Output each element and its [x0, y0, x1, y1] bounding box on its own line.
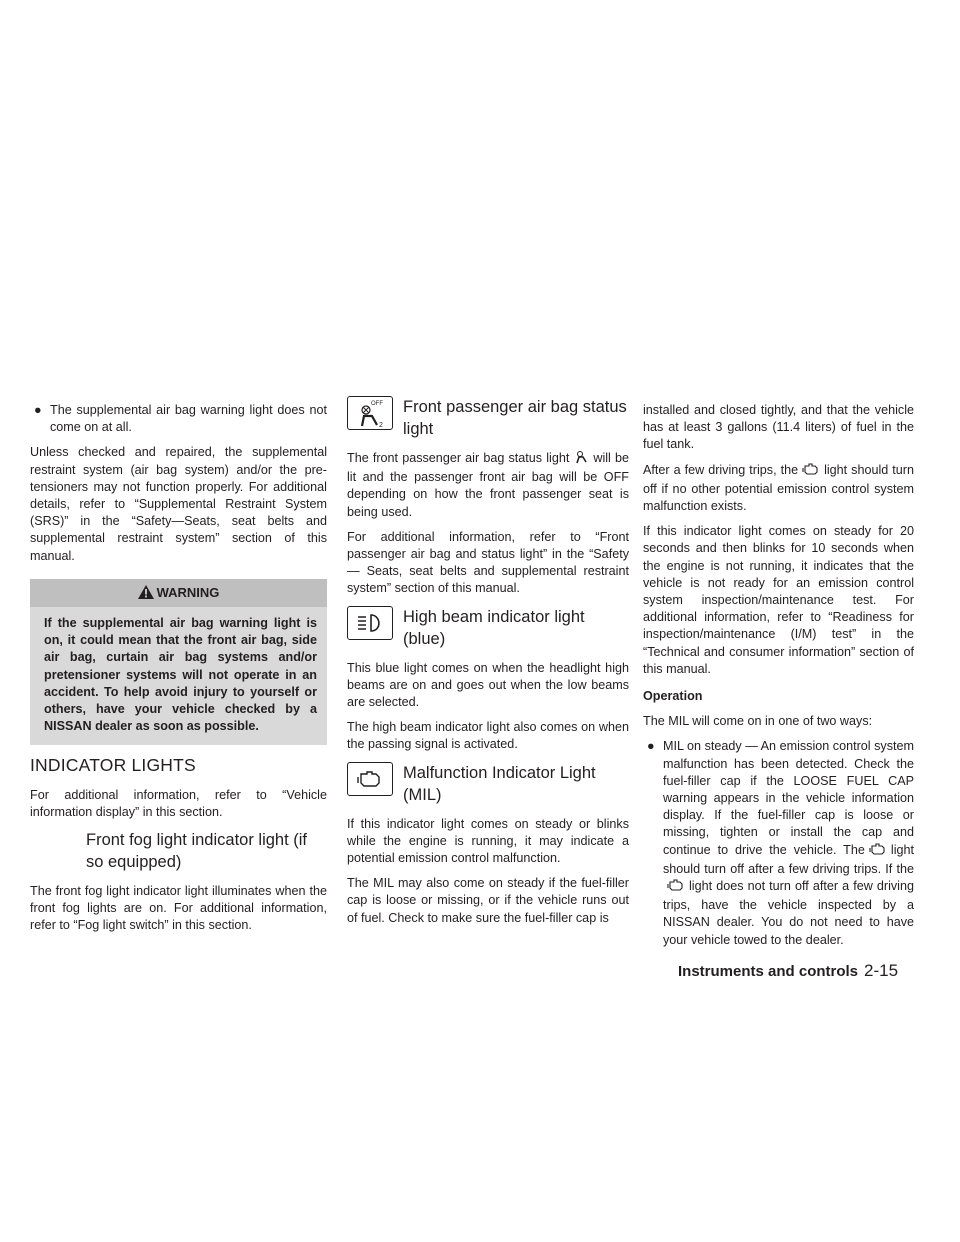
operation-bullet-a: MIL on steady — An emission control system malfunction has been detected. Check the fuel-filler cap if the LOOSE FUEL CAP warning appears in the vehicle information display. If the fuel-filler cap is loose or missing, tighten or install the cap and continue to drive the vehicle. The	[663, 739, 914, 857]
high-beam-heading	[347, 606, 629, 650]
mil-text-2: The MIL may also come on steady if the fuel-filler cap is loose or missing, or if the vehicle runs out of fuel. Check to make sure the fuel-filler cap is	[347, 876, 629, 925]
passenger-airbag-more: For additional information, refer to “Front passenger air bag and status light” in the “Safety — Seats, seat belts and supplemental restraint system” section of this manual.	[347, 529, 629, 596]
page-number: 2-15	[864, 961, 899, 980]
engine-check-icon	[347, 762, 393, 796]
column-left	[30, 402, 327, 943]
operation-title: Operation	[643, 689, 703, 704]
passenger-airbag-inline-icon	[572, 450, 590, 469]
passenger-airbag-status-icon	[347, 396, 393, 430]
page-footer	[678, 961, 898, 981]
fuel-cap-text: installed and closed tightly, and that the vehicle has at least 3 gallons (11.4 liters) of fuel in the fuel tank.	[643, 403, 914, 452]
column-middle	[347, 390, 629, 935]
engine-check-inline-icon	[868, 842, 888, 861]
mil-text-1: If this indicator light comes on steady or blinks while the engine is running, it may indicate a potential emission control malfunction.	[347, 816, 629, 866]
readiness-text: If this indicator light comes on steady for 20 seconds and then blinks for 10 seconds when the engine is not running, it indicates that the vehicle is not ready for an emission control system inspection/maintenance test. For additional information, refer to “Readiness for inspection/maintenance (I/M) test” in the “Technical and consumer information” section of this manual.	[643, 524, 914, 676]
column-right	[643, 402, 914, 957]
warning-title: WARNING	[156, 584, 220, 600]
warning-header	[30, 579, 327, 607]
driving-trips-text	[643, 462, 914, 516]
section-title: INDICATOR LIGHTS	[30, 755, 196, 776]
warning-triangle-icon	[138, 585, 154, 603]
mil-heading	[347, 762, 629, 806]
srs-paragraph: Unless checked and repaired, the supplemental restraint system (air bag system) and/or the pre-tensioners may not function properly. For additional details, refer to “Supplemental Restraint System (SRS)” in the “Safety—Seats, seat belts and supplemental restraint system” section of this manual.	[30, 445, 327, 563]
engine-check-inline-icon	[666, 878, 686, 897]
engine-check-inline-icon	[801, 462, 821, 481]
section-intro: For additional information, refer to “Vehicle information display” in this section.	[30, 787, 327, 819]
fog-light-heading	[30, 829, 327, 873]
passenger-airbag-text-b: will be lit and the passenger front air bag will be OFF depending on how the front passenger seat is being used.	[347, 451, 629, 519]
bullet-text: The supplemental air bag warning light does not come on at all.	[50, 403, 327, 435]
bullet-dot: ●	[647, 739, 655, 754]
airbag-icon-off-label: OFF	[371, 401, 383, 407]
passenger-airbag-title: Front passenger air bag status light	[403, 398, 627, 438]
fog-light-icon	[30, 829, 76, 863]
operation-bullet-c: light does not turn off after a few driving trips, have the vehicle inspected by a NISSAN dealer. You do not need to have your vehicle towed to the dealer.	[663, 879, 914, 947]
warning-box	[30, 579, 327, 746]
footer-section: Instruments and controls	[678, 963, 859, 980]
high-beam-text-1: This blue light comes on when the headlight high beams are on and goes out when the low beams are selected.	[347, 660, 629, 710]
warning-text: If the supplemental air bag warning light is on, it could mean that the front air bag, side air bag, curtain air bag systems and/or pretensioner systems will not operate in an accident. To help avoid injury to yourself or others, have your vehicle checked by a NISSAN dealer as soon as possible.	[44, 616, 317, 734]
bullet-item	[30, 402, 327, 436]
fog-light-title: Front fog light indicator light (if so equipped)	[86, 831, 308, 872]
passenger-airbag-text-a: The front passenger air bag status light	[347, 451, 570, 465]
operation-bullet	[643, 738, 914, 948]
operation-intro: The MIL will come on in one of two ways:	[643, 714, 873, 729]
operation-bullet-b: light should turn off after a few driving trips. If the	[663, 842, 914, 876]
passenger-airbag-heading	[347, 396, 629, 440]
airbag-icon-number: 2	[379, 422, 383, 428]
driving-trips-text-a: After a few driving trips, the	[643, 462, 799, 477]
fog-light-text: The front fog light indicator light illuminates when the front fog lights are on. For additional information, refer to “Fog light switch” in this section.	[30, 884, 327, 933]
passenger-airbag-text	[347, 450, 629, 521]
bullet-dot: ●	[34, 403, 42, 417]
driving-trips-text-b: light should turn off if no other potential emission control system malfunction exists.	[643, 462, 914, 514]
high-beam-icon	[347, 606, 393, 640]
high-beam-text-2: The high beam indicator light also comes on when the passing signal is activated.	[347, 720, 629, 752]
high-beam-title: High beam indicator light (blue)	[403, 607, 585, 648]
mil-title: Malfunction Indicator Light (MIL)	[403, 763, 596, 804]
